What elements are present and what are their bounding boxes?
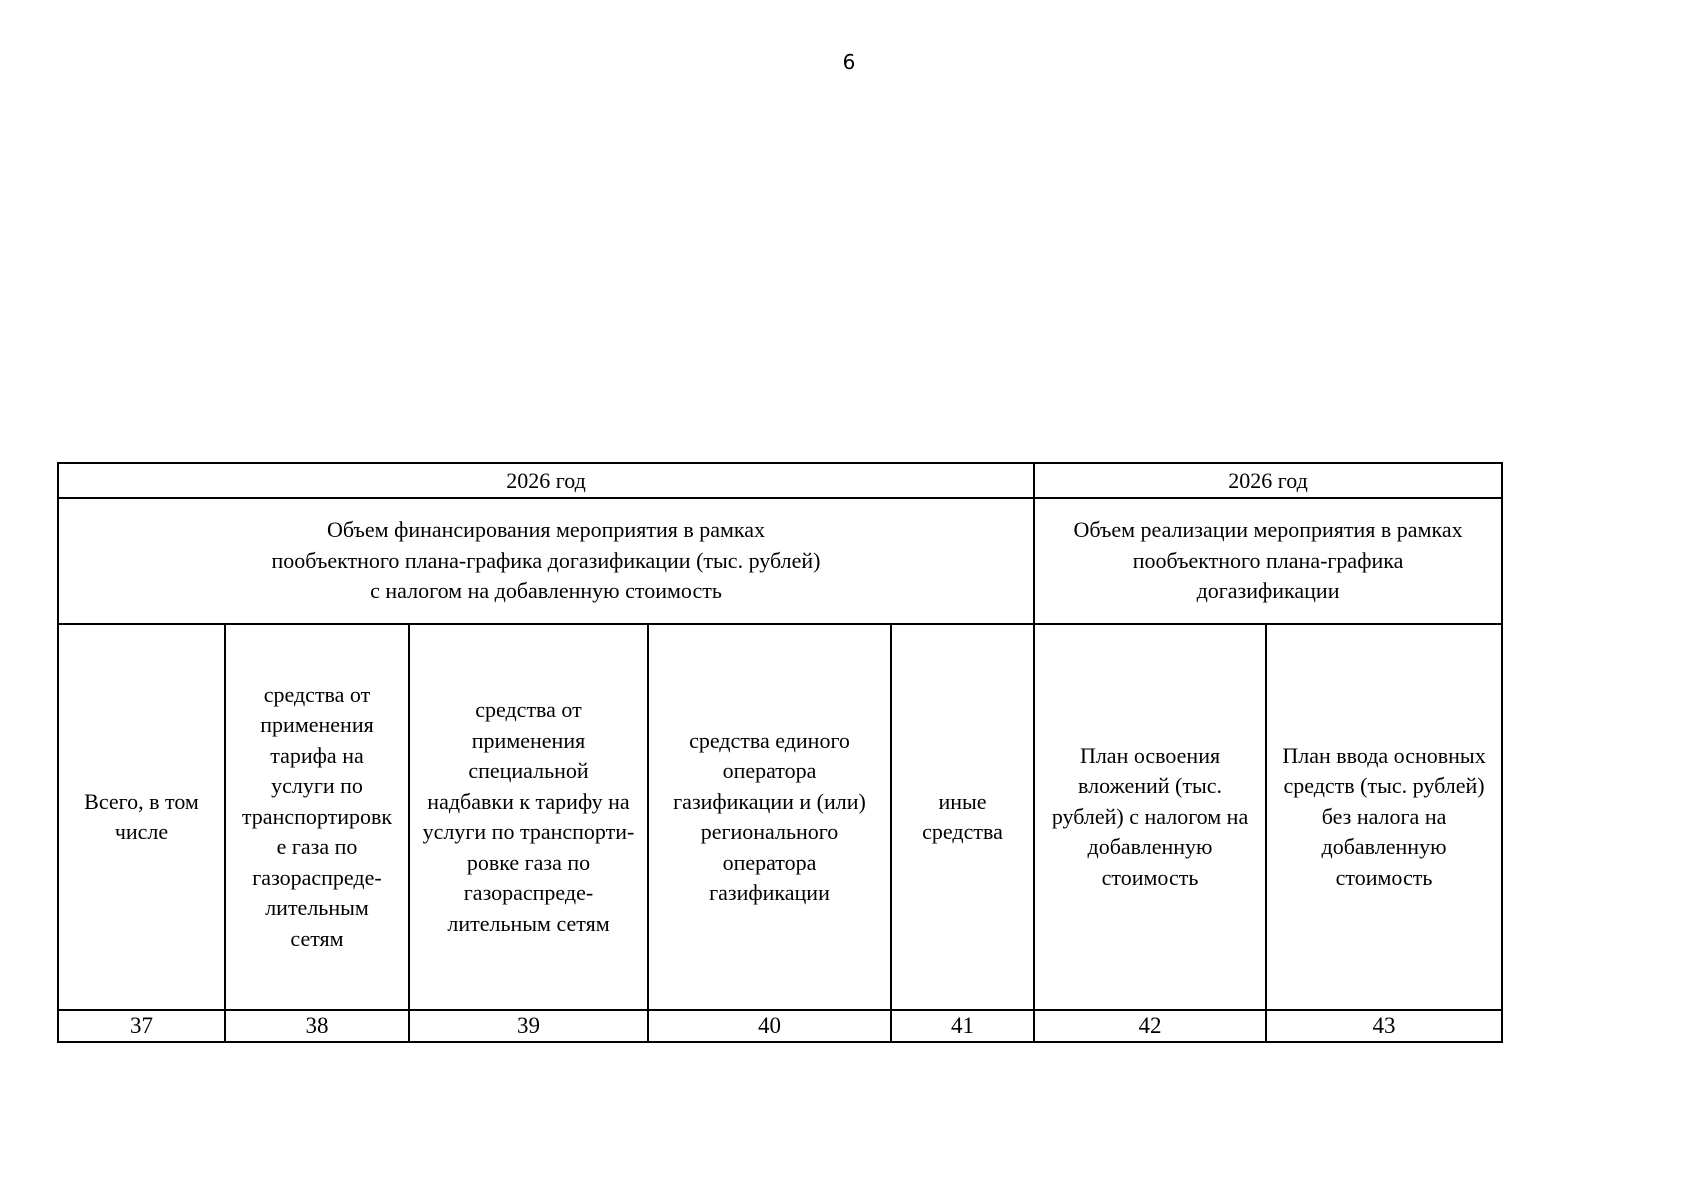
column-header-line: надбавки к тарифу на <box>427 788 630 814</box>
page-number: 6 <box>842 50 856 74</box>
column-header-surcharge-funds <box>409 624 648 1010</box>
column-number: 37 <box>58 1010 225 1042</box>
column-header-line: Всего, в том <box>84 788 199 814</box>
group-header-implementation <box>1034 498 1502 624</box>
column-header-investment-plan <box>1034 624 1266 1010</box>
column-header-line: применения <box>471 727 586 753</box>
column-header-line: добавленную <box>1321 834 1447 860</box>
column-header-line: оператора <box>722 849 817 875</box>
column-header-line: газификации и (или) <box>673 788 866 814</box>
column-header-line: вложений (тыс. <box>1078 773 1223 799</box>
group-header-financing-line: пообъектного плана-графика догазификации (тыс. рублей) <box>271 547 821 573</box>
column-header-line: сетям <box>290 925 344 951</box>
column-header-line: услуги по <box>271 773 363 799</box>
column-header-line: средства от <box>263 681 371 707</box>
column-number: 41 <box>891 1010 1034 1042</box>
column-number: 43 <box>1266 1010 1502 1042</box>
column-number: 40 <box>648 1010 891 1042</box>
column-header-line: транспортировк <box>241 803 393 829</box>
column-header-line: План освоения <box>1079 742 1221 768</box>
column-header-line: План ввода основных <box>1282 742 1486 768</box>
group-header-implementation-line: пообъектного плана-графика <box>1132 547 1404 573</box>
column-header-line: газификации <box>709 880 830 905</box>
column-header-line: стоимость <box>1335 864 1433 890</box>
column-header-line: лительным <box>265 895 369 921</box>
column-number: 42 <box>1034 1010 1266 1042</box>
column-header-fixed-assets-plan <box>1266 624 1502 1010</box>
column-header-line: газораспреде- <box>463 880 594 905</box>
funding-table <box>57 462 1503 1043</box>
column-header-line: средства единого <box>689 727 850 753</box>
year-header-left: 2026 год <box>58 463 1034 498</box>
column-header-line: тарифа на <box>270 742 364 768</box>
group-header-financing-line: Объем финансирования мероприятия в рамках <box>326 517 766 543</box>
group-header-financing <box>58 498 1034 624</box>
year-header-right: 2026 год <box>1034 463 1502 498</box>
column-header-line: газораспреде- <box>252 864 382 890</box>
column-header-other-funds <box>891 624 1034 1010</box>
column-header-line: стоимость <box>1101 864 1199 890</box>
column-number: 38 <box>225 1010 409 1042</box>
column-header-line: лительным сетям <box>447 910 610 936</box>
column-header-line: е газа по <box>276 834 358 860</box>
column-header-line: ровке газа по <box>466 849 591 875</box>
column-header-line: иные <box>938 788 987 814</box>
column-header-line: оператора <box>722 758 817 783</box>
group-header-implementation-line: догазификации <box>1196 578 1340 604</box>
column-header-line: числе <box>114 819 169 844</box>
column-header-line: средства <box>922 819 1003 844</box>
group-header-financing-line: с налогом на добавленную стоимость <box>370 578 722 604</box>
column-header-line: регионального <box>700 819 839 844</box>
column-header-line: применения <box>260 712 374 738</box>
column-number: 39 <box>409 1010 648 1042</box>
column-header-line: средств (тыс. рублей) <box>1283 773 1485 799</box>
column-header-line: без налога на <box>1321 803 1447 829</box>
column-header-line: услуги по транспорти- <box>422 819 635 844</box>
column-header-total <box>58 624 225 1010</box>
column-header-line: добавленную <box>1087 834 1213 860</box>
column-header-line: средства от <box>475 697 582 722</box>
column-header-tariff-funds <box>225 624 409 1010</box>
column-header-line: специальной <box>468 758 589 783</box>
column-header-operator-funds <box>648 624 891 1010</box>
group-header-implementation-line: Объем реализации мероприятия в рамках <box>1073 517 1463 543</box>
column-header-line: рублей) с налогом на <box>1051 803 1249 829</box>
